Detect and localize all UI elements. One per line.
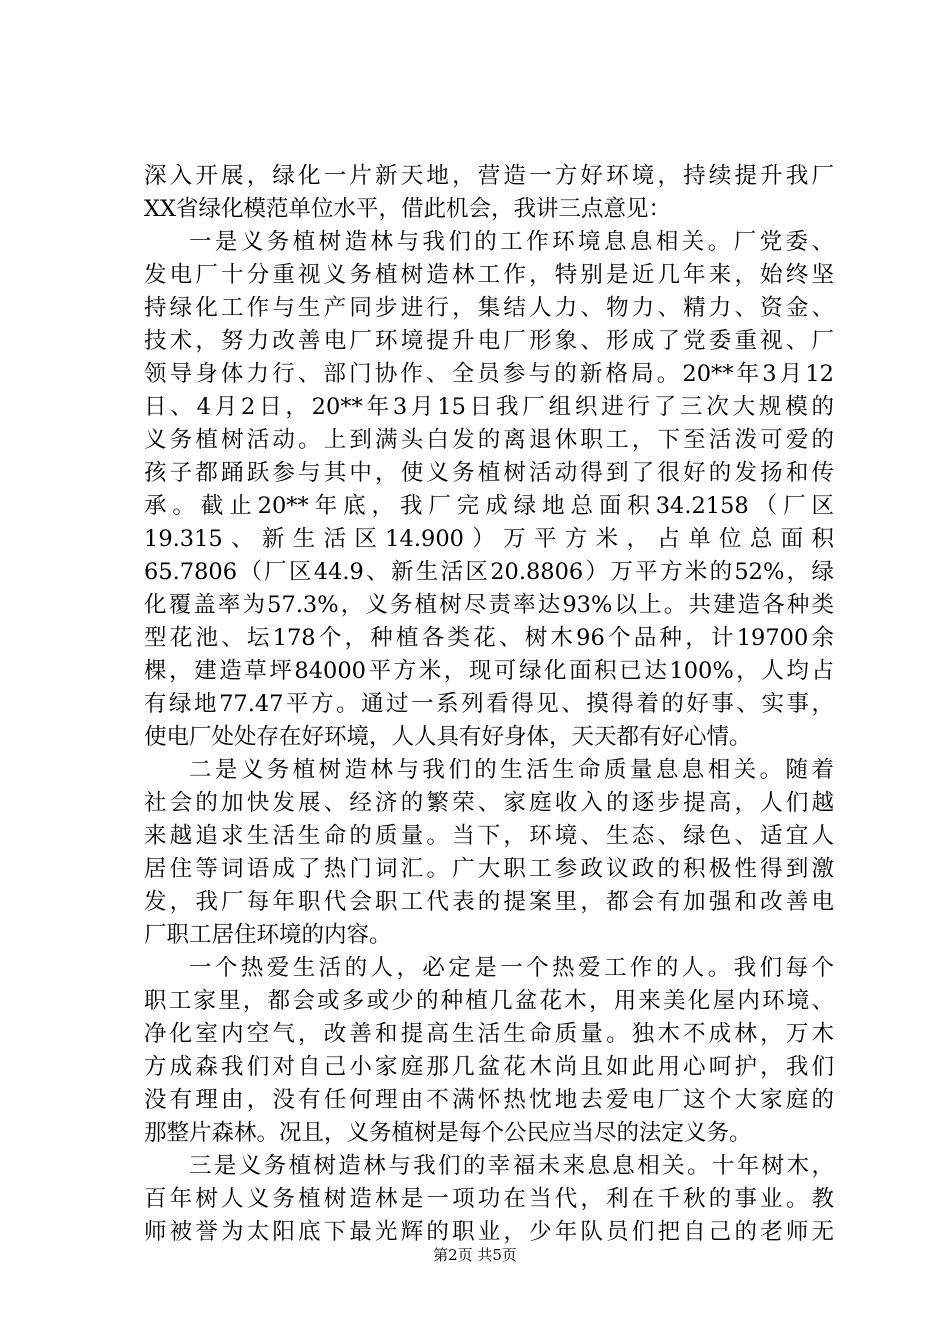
text-line-21: 来越追求生活生命的质量。当下，环境、生态、绿色、适宜人 <box>144 823 834 849</box>
text-line-15: 型花池、坛178个，种植各类花、树木96个品种，计19700余 <box>144 625 834 651</box>
text-line-30: 那整片森林。况且，义务植树是每个公民应当尽的法定义务。 <box>144 1120 752 1146</box>
text-line-16: 棵，建造草坪84000平方米，现可绿化面积已达100%，人均占 <box>144 658 834 684</box>
text-line-6: 技术，努力改善电厂环境提升电厂形象、形成了党委重视、厂 <box>144 328 834 354</box>
text-line-14: 化覆盖率为57.3%，义务植树尽责率达93%以上。共建造各种类 <box>144 592 834 618</box>
text-line-7: 领导身体力行、部门协作、全员参与的新格局。20**年3月12 <box>144 361 834 387</box>
page-number-footer: 第2页 共5页 <box>433 1246 517 1264</box>
text-line-10: 孩子都踊跃参与其中，使义务植树活动得到了很好的发扬和传 <box>144 460 834 486</box>
text-line-3: 一是义务植树造林与我们的工作环境息息相关。厂党委、 <box>189 229 834 255</box>
text-line-26: 职工家里，都会或多或少的种植几盆花木，用来美化屋内环境、 <box>144 988 834 1014</box>
text-line-31: 三是义务植树造林与我们的幸福未来息息相关。十年树木， <box>189 1153 834 1179</box>
text-line-13: 65.7806（厂区44.9、新生活区20.8806）万平方米的52%，绿 <box>144 559 834 585</box>
text-line-28: 方成森我们对自己小家庭那几盆花木尚且如此用心呵护，我们 <box>144 1054 834 1080</box>
text-line-11: 承。截止20**年底，我厂完成绿地总面积34.2158（厂区 <box>144 493 834 519</box>
text-line-29: 没有理由，没有任何理由不满怀热忱地去爱电厂这个大家庭的 <box>144 1087 834 1113</box>
text-line-1: 深入开展，绿化一片新天地，营造一方好环境，持续提升我厂 <box>144 163 834 189</box>
text-line-4: 发电厂十分重视义务植树造林工作，特别是近几年来，始终坚 <box>144 262 834 288</box>
text-line-25: 一个热爱生活的人，必定是一个热爱工作的人。我们每个 <box>189 955 834 981</box>
text-line-32: 百年树人义务植树造林是一项功在当代，利在千秋的事业。教 <box>144 1186 834 1212</box>
text-line-8: 日、4月2日，20**年3月15日我厂组织进行了三次大规模的 <box>144 394 834 420</box>
text-line-17: 有绿地77.47平方。通过一系列看得见、摸得着的好事、实事， <box>144 691 834 717</box>
text-line-2: XX省绿化模范单位水平，借此机会，我讲三点意见： <box>144 196 672 222</box>
text-line-12: 19.315、新生活区14.900）万平方米，占单位总面积 <box>144 526 834 552</box>
text-line-20: 社会的加快发展、经济的繁荣、家庭收入的逐步提高，人们越 <box>144 790 834 816</box>
text-line-5: 持绿化工作与生产同步进行，集结人力、物力、精力、资金、 <box>144 295 834 321</box>
text-line-24: 厂职工居住环境的内容。 <box>144 922 392 948</box>
text-line-27: 净化室内空气，改善和提高生活生命质量。独木不成林，万木 <box>144 1021 834 1047</box>
text-line-22: 居住等词语成了热门词汇。广大职工参政议政的积极性得到激 <box>144 856 834 882</box>
text-line-19: 二是义务植树造林与我们的生活生命质量息息相关。随着 <box>189 757 834 783</box>
text-line-18: 使电厂处处存在好环境，人人具有好身体，天天都有好心情。 <box>144 724 752 750</box>
text-line-23: 发，我厂每年职代会职工代表的提案里，都会有加强和改善电 <box>144 889 834 915</box>
document-body <box>144 160 834 1249</box>
text-line-9: 义务植树活动。上到满头白发的离退休职工，下至活泼可爱的 <box>144 427 834 453</box>
text-line-33: 师被誉为太阳底下最光辉的职业，少年队员们把自己的老师无 <box>144 1219 834 1245</box>
